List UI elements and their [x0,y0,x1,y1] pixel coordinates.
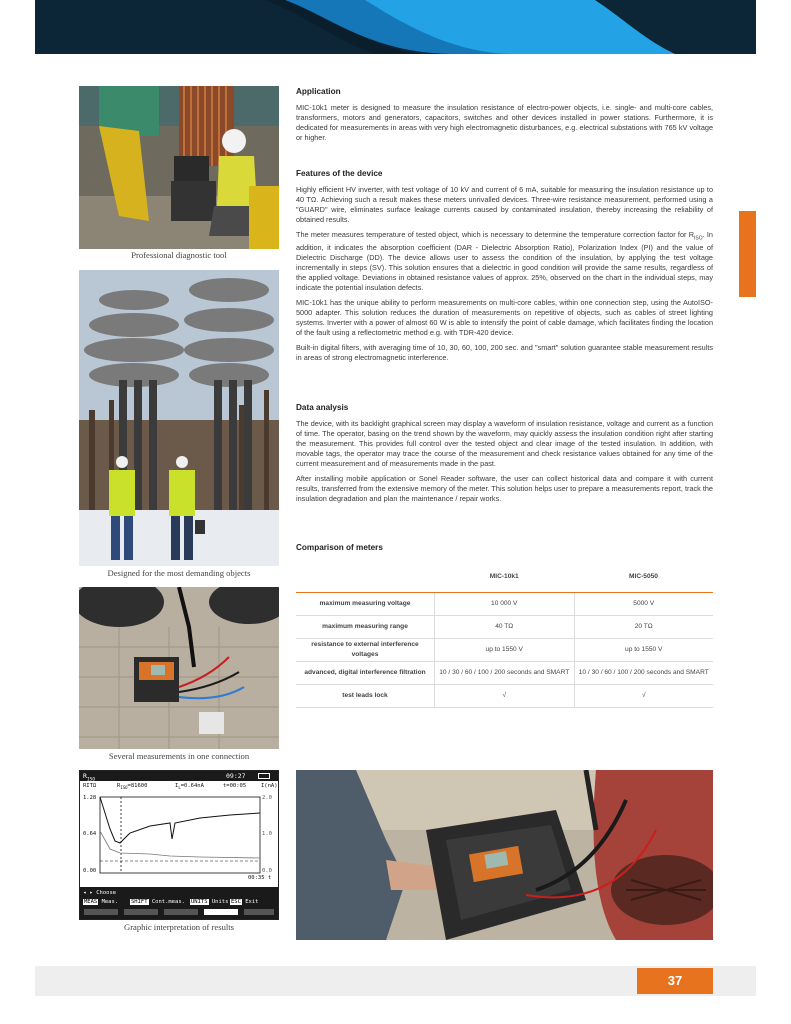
table-row: maximum measuring range 40 TΩ 20 TΩ [296,616,713,639]
caption-photo3: Several measurements in one connection [108,751,250,761]
caption-photo4: Graphic interpretation of results [123,922,234,932]
side-tab-marker [739,211,756,297]
screen-softkey-bar: ◂ ▸ Choose MEAS Meas. SHIFT Cont.meas. UNITS Units ESC Exit [80,887,278,919]
table-header-row [296,560,713,593]
meter-screen-graphic: $R_{ISO}$ 09:27 RITΩ $R_{ISO}=81600$ $I_L=0.64nA$ t=00:05 I(nA) 1.28 0.64 0.00 2.0 1.0 0.0 00:35 t ◂ ▸ Choose MEAS Meas. SHIFT Cont.meas. UNITS Units ESC Exit [79,770,279,920]
caption-photo2: Designed for the most demanding objects [107,568,251,578]
header-wave-graphic [35,0,756,54]
section-application [296,87,713,143]
features-text-2: The meter measures temperature of tested object, which is necessary to determine the temperature correction factor for $R_{ISO}$. In addition, it indicates the absorption coefficient (DAR - Dielectric Absorption Ratio), Polarization Index (PI) and the value of Dielectric Discharge (DD). The device allows user to assess the condition of the insulation, by applying the test voltage incrementally in steps (SV). This solution ensures that a dielectric in good condition will provide the same results, regardless of the applied voltage. Deviations in obtained resistance values of approx. 25%, observed on the chart in the individual steps, may indicate the potential insulation defects. [296,230,713,293]
application-text: MIC-10k1 meter is designed to measure the insulation resistance of electro-power objects, i.e. single- and multi-core cables, transformers, motors and generators, capacitors, switches and other devices installed in power stations. Furthermore, it is dedicated for measurements in areas with very high electromagnetic disturbances, e.g. electrical substations with 765 kV voltage or higher. [296,103,713,142]
photo-several-measurements [79,587,279,749]
table-row: advanced, digital interference filtration 10 / 30 / 60 / 100 / 200 seconds and SMART 10 / 30 / 60 / 100 / 200 seconds and SMART [296,662,713,685]
features-text-1: Highly efficient HV inverter, with test voltage of 10 kV and current of 6 mA, suitable for measuring the insulation resistance up to 40 TΩ. Achieving such a result makes these meters unrivalled devices. Three-wire resistance measurement, performed using a "GUARD" wire, eliminates surface leakage currents caused by contaminated insulation, thereby increasing the reliability of obtained results. [296,185,713,224]
table-row: maximum measuring voltage 10 000 V 5000 V [296,593,713,616]
section-features [296,169,713,363]
heading-application: Application [296,87,341,96]
features-text-3: MIC-10k1 has the unique ability to perform measurements on multi-core cables, within one connection step, using the AutoISO-5000 adapter. This solution reduces the duration of measurements on repetitive of objects, such as cables of street lighting systems. Inverter with a power of almost 60 W is able to intensify the point of cable damage, which facilitates finding the location of the fault using a reflectometric method e.g. with TDR-420 device. [296,298,713,338]
page-number: 37 [637,968,713,994]
photo-demanding-objects [79,270,279,566]
comparison-table [296,560,713,708]
analysis-text-1: The device, with its backlight graphical screen may display a waveform of insulation resistance, voltage and current as a function of time. The operator, basing on the trend shown by the waveform, may quickly assess the insulation condition right after starting the measurement. This provides full control over the tested object and clear image of the tested insulation. In addition, with movable tags, the operator may trace the course of the measurement and check resistance values obtained for any time of the current measurement and of measurements made in the past. [296,419,713,468]
table-row: resistance to external interference voltages up to 1550 V up to 1550 V [296,639,713,662]
heading-features: Features of the device [296,169,383,178]
column-header-mic10k1: MIC-10k1 [435,560,575,593]
column-header-mic5050: MIC-5050 [574,560,713,593]
features-text-4: Built-in digital filters, with averaging time of 10, 30, 60, 100, 200 sec. and "smart" solution guarantee stable measurement results in areas of strong electromagnetic interference. [296,343,713,363]
heading-comparison: Comparison of meters [296,543,383,552]
caption-photo1: Professional diagnostic tool [131,250,227,260]
screen-header: $R_{ISO}$ 09:27 [80,771,278,781]
heading-data-analysis: Data analysis [296,403,349,412]
table-row: test leads lock √ √ [296,685,713,708]
section-comparison [296,543,713,553]
header-banner [35,0,756,54]
screen-readout-row: RITΩ $R_{ISO}=81600$ $I_L=0.64nA$ t=00:05 I(nA) [83,783,278,791]
section-data-analysis [296,403,713,504]
screen-time: 09:27 [226,772,246,780]
photo-diagnostic-tool [79,86,279,249]
analysis-text-2: After installing mobile application or Sonel Reader software, the user can collect historical data and compare it with current results, transferred from the extensive memory of the meter. This solution helps user to prepare a measurements report, track the insulation degradation and plan the maintenance / repair works. [296,474,713,503]
photo-meter-in-use [296,770,713,940]
